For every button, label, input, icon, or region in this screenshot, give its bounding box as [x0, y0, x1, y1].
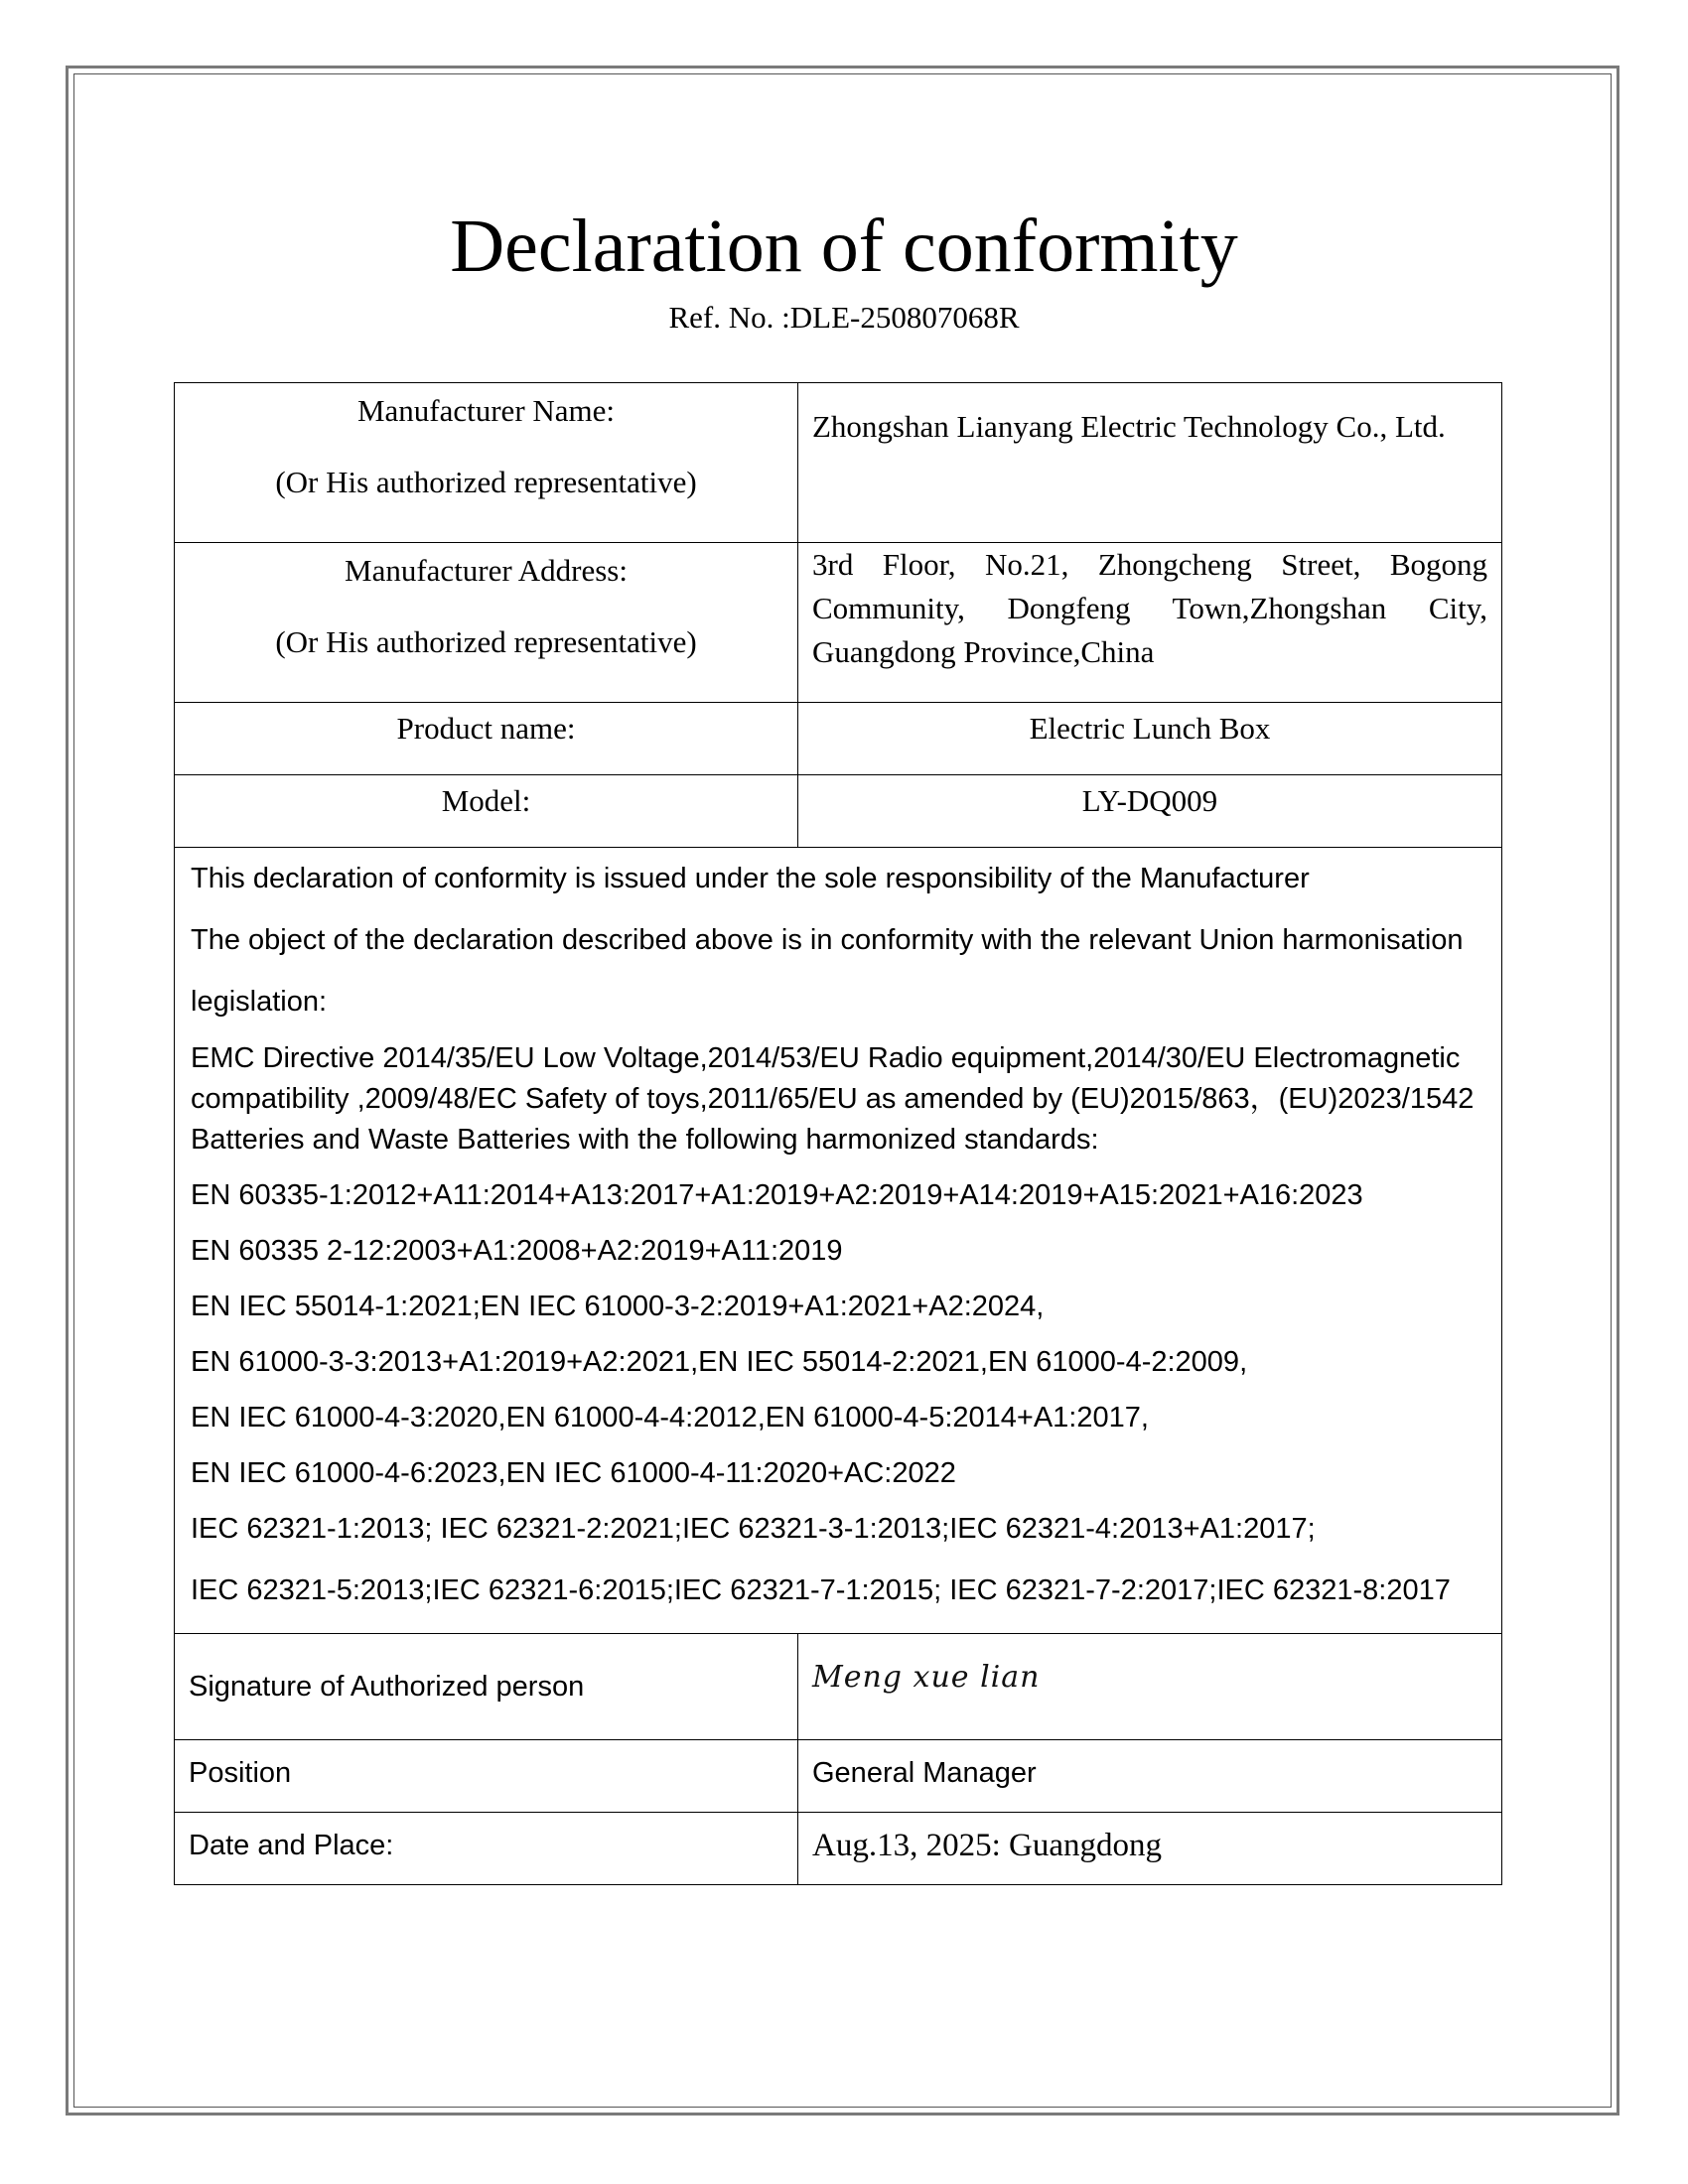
directives-text: EMC Directive 2014/35/EU Low Voltage,2014/53/EU Radio equipment,2014/30/EU Electromagnetic compatibility ,2009/48/EC Safety of toys,2011/65/EU as amended by (EU)2015/863，(EU)2023/1542 Batteries and Waste Batteries with the following harmonized standards: [191, 1042, 1475, 1156]
model-value-cell [798, 775, 1502, 848]
product-name-value: Electric Lunch Box [1029, 711, 1271, 746]
date-place-label: Date and Place: [189, 1830, 394, 1861]
signature-label: Signature of Authorized person [189, 1671, 585, 1703]
manufacturer-name-label-cell [175, 383, 798, 543]
handwritten-signature: Meng xue lian [812, 1660, 1041, 1695]
manufacturer-address-sublabel: (Or His authorized representative) [275, 624, 697, 659]
declaration-table [174, 382, 1502, 1885]
position-value: General Manager [812, 1757, 1037, 1789]
manufacturer-address-row [175, 543, 1502, 703]
standard-line: IEC 62321-1:2013; IEC 62321-2:2021;IEC 62321-3-1:2013;IEC 62321-4:2013+A1:2017; [191, 1513, 1316, 1545]
manufacturer-name-label: Manufacturer Name: [356, 393, 616, 428]
signature-value-cell [798, 1634, 1502, 1740]
standard-line: EN 61000-3-3:2013+A1:2019+A2:2021,EN IEC 55014-2:2021,EN 61000-4-2:2009, [191, 1346, 1248, 1378]
product-name-label: Product name: [396, 711, 576, 746]
position-value-cell [798, 1740, 1502, 1813]
standard-line: EN IEC 61000-4-3:2020,EN 61000-4-4:2012,EN 61000-4-5:2014+A1:2017, [191, 1402, 1149, 1433]
position-label: Position [189, 1757, 292, 1789]
model-label-cell [175, 775, 798, 848]
date-place-value-cell [798, 1813, 1502, 1885]
reference-number: Ref. No. :DLE-250807068R [668, 300, 1020, 335]
product-name-row [175, 703, 1502, 775]
document-title: Declaration of conformity [450, 205, 1238, 288]
manufacturer-name-sublabel: (Or His authorized representative) [275, 465, 697, 499]
manufacturer-address-value-cell [798, 543, 1502, 703]
signature-row [175, 1634, 1502, 1740]
standard-line: EN IEC 55014-1:2021;EN IEC 61000-3-2:2019+A1:2021+A2:2024, [191, 1291, 1045, 1322]
manufacturer-name-value: Zhongshan Lianyang Electric Technology Co., Ltd. [812, 409, 1446, 444]
position-label-cell [175, 1740, 798, 1813]
standard-line: IEC 62321-5:2013;IEC 62321-6:2015;IEC 62321-7-1:2015; IEC 62321-7-2:2017;IEC 62321-8:2017 [191, 1574, 1451, 1606]
model-row [175, 775, 1502, 848]
model-value: LY-DQ009 [1081, 783, 1218, 818]
manufacturer-address-label-cell [175, 543, 798, 703]
product-name-value-cell [798, 703, 1502, 775]
standard-line: EN IEC 61000-4-6:2023,EN IEC 61000-4-11:2020+AC:2022 [191, 1457, 956, 1489]
declaration-line-3: legislation: [191, 986, 328, 1018]
manufacturer-address-value: 3rd Floor, No.21, Zhongcheng Street, Bogong Community, Dongfeng Town,Zhongshan City, Guangdong Province,China [812, 547, 1487, 669]
product-name-label-cell [175, 703, 798, 775]
declaration-line-1: This declaration of conformity is issued under the sole responsibility of the Manufacturer [191, 863, 1310, 894]
standard-line: EN 60335-1:2012+A11:2014+A13:2017+A1:2019+A2:2019+A14:2019+A15:2021+A16:2023 [191, 1179, 1363, 1211]
position-row [175, 1740, 1502, 1813]
manufacturer-name-value-cell [798, 383, 1502, 543]
declaration-line-2: The object of the declaration described above is in conformity with the relevant Union harmonisation [191, 924, 1464, 956]
declaration-statement-row [175, 848, 1502, 1634]
standard-line: EN 60335 2-12:2003+A1:2008+A2:2019+A11:2019 [191, 1235, 843, 1267]
date-place-row [175, 1813, 1502, 1885]
model-label: Model: [441, 783, 531, 818]
signature-label-cell [175, 1634, 798, 1740]
manufacturer-name-row [175, 383, 1502, 543]
date-place-label-cell [175, 1813, 798, 1885]
date-place-value: Aug.13, 2025: Guangdong [812, 1828, 1162, 1863]
manufacturer-address-label: Manufacturer Address: [345, 553, 628, 588]
declaration-statement-cell [175, 848, 1502, 1634]
